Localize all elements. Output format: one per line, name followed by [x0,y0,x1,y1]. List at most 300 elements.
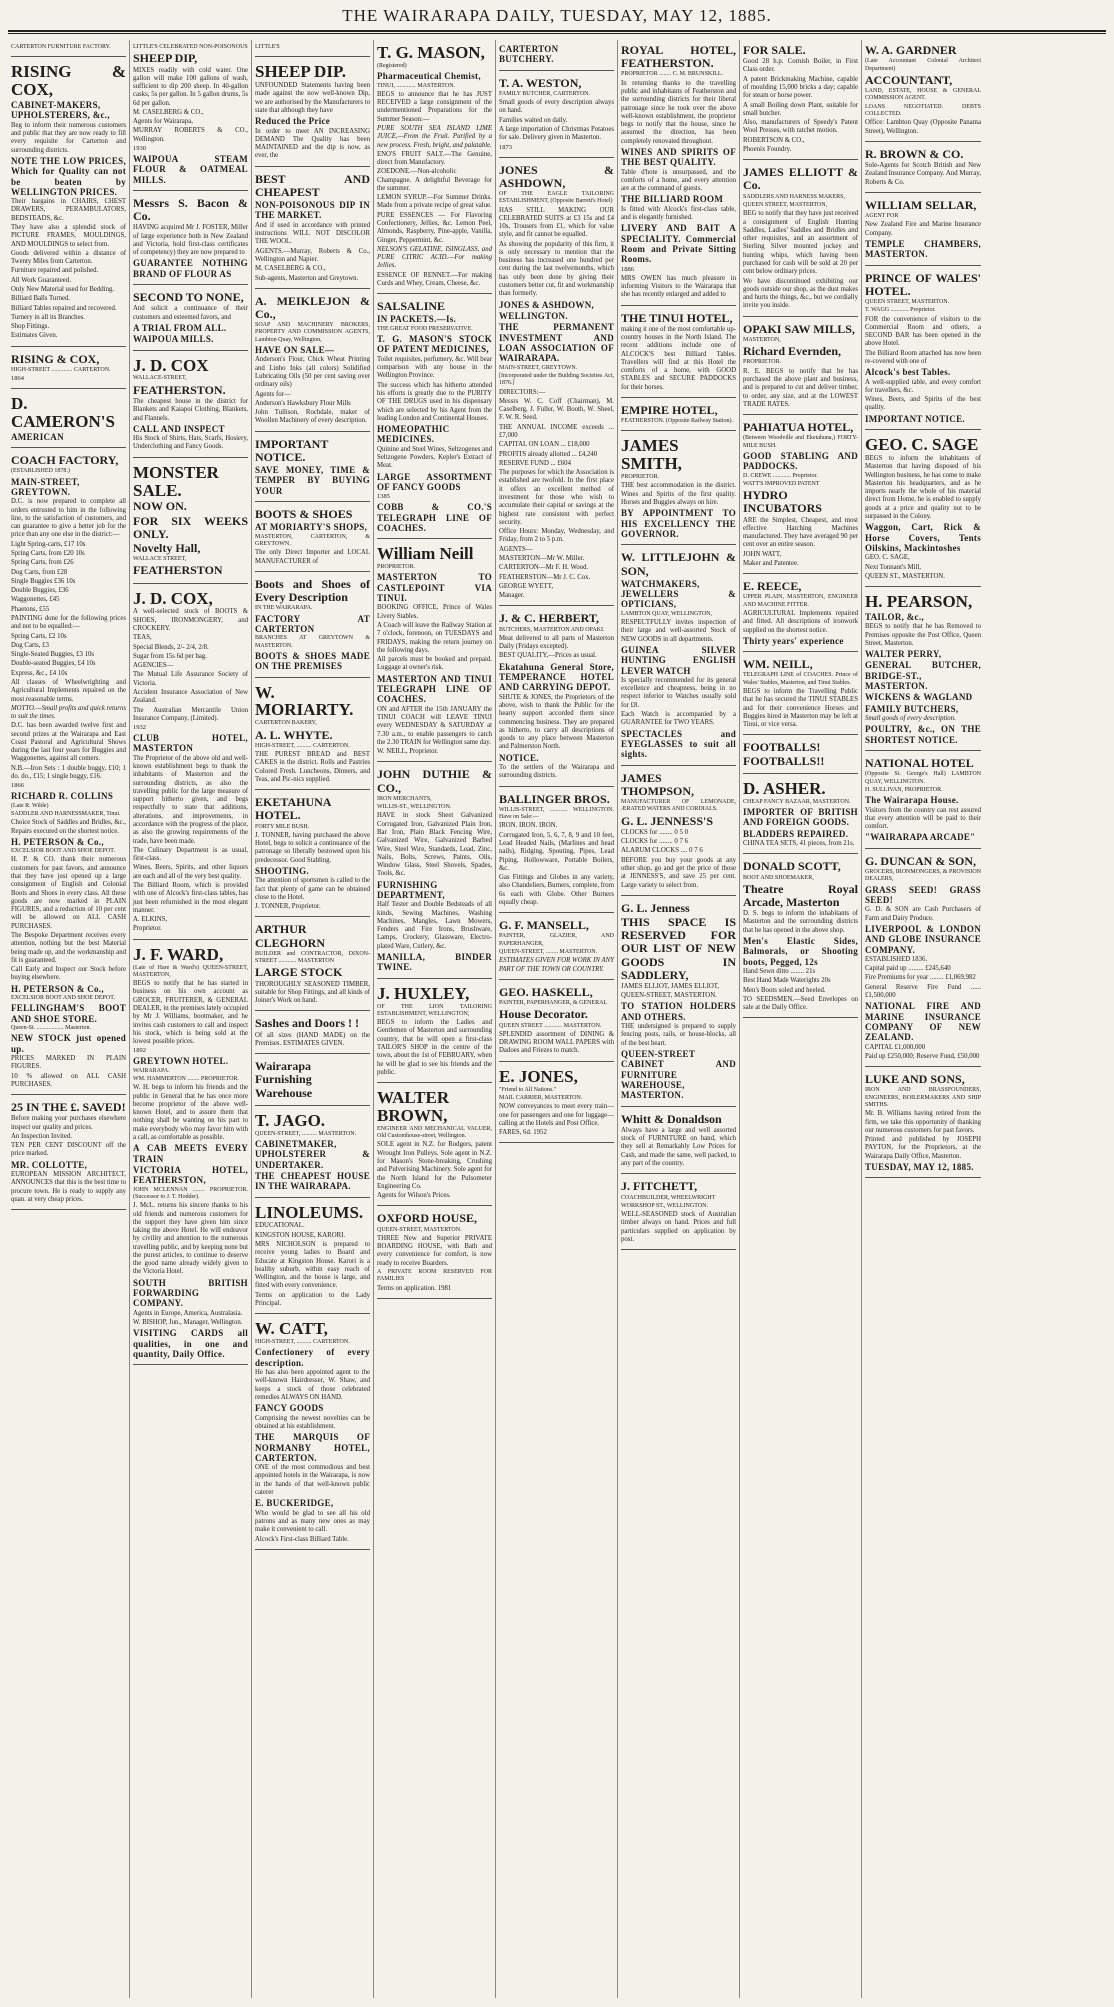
advertisement [743,856,858,1018]
ad-body-text: D.C. is now prepared to complete all orders entrusted to him in the following line, to the satisfaction of customers, and can guarantee to give a better job for the price than any one else in the district:— [11,498,126,539]
advertisement [255,59,370,166]
advertisement [11,391,126,448]
ad-line: TEAS, [133,634,152,642]
ad-line: PURE SOUTH SEA ISLAND LIME JUICE,—From the Fruit. Purified by a new process. Fresh, bright, and palatable. [377,124,492,149]
advertisement [621,547,736,765]
ad-line: D. CREWE ............ Proprietor. [743,472,818,479]
ad-line: PROPRIETOR. [743,359,782,366]
ad-body-text: Express, &c., £4 10s [11,669,68,677]
ad-heading: CARTERTON BUTCHERY. [499,44,559,65]
advertisement [743,654,858,735]
ad-body-text: Gas Fittings and Globes in any variety, also Chandeliers, Burners, complete, from 6s each with Globe. Other Burners equally cheap. [499,874,614,906]
ad-line: (Late R. Wilde) [11,802,49,809]
ad-heading: Richard Evernden, [743,344,842,359]
ad-line: ESTIMATES GIVEN FOR WORK IN ANY PART OF THE TOWN OR COUNTRY. [499,957,614,973]
ad-body-text: ESTABLISHED 1836. [865,955,928,963]
ad-heading: SHOOTING. [255,865,309,876]
ad-line: GROCERS, IRONMONGERS, & PROVISION DEALERS, [865,868,981,883]
ad-line: OF THE LION TAILORING ESTABLISHMENT, WELLINGTON, [377,1003,492,1017]
ad-line: The only Direct Importer and LOCAL MANUFACTURER of [255,549,370,565]
ad-body-text: Beg to inform their numerous customers and public that they are now ready to fill every requisite for Carterton and surrounding districts. [11,121,126,154]
ad-heading: GOOD STABLING AND PADDOCKS. [743,450,858,472]
column-grid [8,40,1106,1998]
ad-body-text: ARE the Simplest, Cheapest, and most effective Hatching Machines manufactured. They have averaged 90 per cent over an entire season. [743,516,858,549]
ad-heading: JAMES ELLIOTT & Co. [743,165,858,193]
ad-heading: SECOND TO NONE, [133,290,244,305]
ad-line: CARTERTON—Mr F. H. Wood. [499,564,589,572]
ad-line: [Incorporated under the Building Societies Act, 1876.] [499,372,614,387]
ad-line: Agents for Wilson's Prices. [377,1192,451,1200]
ad-body-text: The Billiard Room, which is provided with one of Alcock's first-class tables, has just been refurnished in the most elegant manner. [133,881,248,914]
ad-line: IRON AND BRASSFOUNDERS, ENGINEERS, BOILERMAKERS AND SHIP SMITHS. [865,1087,981,1109]
ad-body-text: A large importation of Christmas Potatoes for sale. Delivery given in Masterton. [499,126,614,142]
ad-heading: J. FITCHETT, [621,1179,698,1194]
ad-heading: TEMPLE CHAMBERS, MASTERTON. [865,238,981,260]
ad-body-text: Families waited on daily. [499,116,568,124]
ad-body-text: Choice Stock of Saddles and Bridles, &c., Repairs executed on the shortest notice. [11,819,126,835]
ad-line: PROPRIETOR ........ C. M. BRUNSKILL. [621,71,724,78]
ad-line: 1864 [11,375,24,383]
ad-body-text: UNFOUNDED Statements having been made against the now well-known Dip, we are authorised by the Manufacturers to state that although they have [255,82,370,114]
ad-heading: ROYAL HOTEL, FEATHERSTON. [621,43,736,71]
column-8 [862,40,984,1998]
ad-line: MOTTO.—Small profits and quick returns to suit the times. [11,704,126,721]
ad-body-text: Wines, Beers, and Spirits of the best quality. [865,396,981,412]
ad-heading: A TRIAL FROM ALL. [133,322,227,333]
ad-line: QUEEN-STREET, .......... MASTERTON. [255,1130,357,1137]
ad-heading: IMPORTANT NOTICE. [865,413,965,424]
ad-line: AGENTS.—Murray, Roberts & Co., Wellington and Napier. [255,247,370,263]
ad-heading: Men's Elastic Sides, Balmorals, or Shooting boots, Pegged, 12s [743,936,858,967]
ad-line: Of all sizes (HAND MADE) on the Premises. ESTIMATES GIVEN. [255,1031,370,1047]
ad-line: M. CASELBERG & CO., [255,265,326,273]
ad-body-text: J. McL. returns his sincere thanks to his old friends and numerous customers for the support they have given him since taking the above Hotel. He will endeavor by civility and attention to the numerous travelling public, and by keeping none but the purest articles, to continue to deserve the good name already widely given to the Victoria Hotel. [133,1202,248,1276]
ad-line: (Registered) [377,62,407,69]
ad-heading: ARTHUR CLEGHORN [255,922,326,950]
ad-line: WAIRARAPA. [133,1067,170,1074]
ad-body-text: CLOCKS for ........ 0 5 0 [621,828,689,836]
ad-body-text: Messrs W. C. Coff (Chairman), M. Caselberg, J. Fuller, W. Booth, W. Sheel, F. W. R. Seed. [499,397,614,422]
ad-heading: GUINEA SILVER HUNTING ENGLISH LEVER WATCH [621,644,736,676]
ad-line: SOAP AND MACHINERY BROKERS, PROPERTY AND COMMISSION AGENTS, Lambton Quay, Wellington, [255,322,370,343]
advertisement [499,40,614,71]
ad-line: Accident Insurance Association of New Zealand. [133,689,248,705]
ad-body-text: General Reserve Fire Fund ...... £1,500,000 [865,983,981,999]
ad-line: Terms on application. 1981 [377,1284,452,1292]
ad-heading: J. D. COX, [133,588,213,608]
ad-heading: BOOTS & SHOES MADE ON THE PREMISES [255,650,370,672]
ad-line: LOANS NEGOTIATED. DEBTS COLLECTED. [865,103,981,117]
ad-heading: WICKENS & WAGLAND [865,692,973,703]
ad-body-text: Meat delivered to all parts of Masterton Daily (Fridays excepted). [499,634,614,651]
ad-line: Furniture repaired and polished. [11,267,99,275]
advertisement [377,981,492,1083]
ad-heading: GEO. HASKELL, [499,984,593,999]
advertisement [133,353,248,458]
ad-body-text: THE undersigned is prepared to supply fencing posts, rails, or house-blocks, all of the best heart. [621,1023,736,1047]
ad-line: Proprietor. [133,925,162,933]
ad-body-text: Fire Premiums for year ........ £1,069,982 [865,974,976,982]
advertisement [621,1109,736,1175]
ad-heading: G. L. JENNESS'S [621,813,714,828]
ad-heading: E. REECE, [743,579,802,594]
ad-line: KINGSTON HOUSE, KARORI. [255,1231,346,1239]
advertisement [11,40,126,57]
ad-line: "Friend to All Nations." [499,1086,557,1093]
ad-body-text: Dog Carts, £3 [11,641,49,649]
ad-body-text: He has also been appointed agent to the well-known Hairdresser, W. Shaw, and keeps a stock of those celebrated remedies ALWAYS ON HAND. [255,1369,370,1401]
ad-body-text: BEGS to inform the Travelling Public that he has secured the TINUI STABLES and for their convenience Horses and Buggies hired in Masterton may be left at Tinui, or vice versa. [743,688,858,729]
ad-body-text: In returning thanks to the travelling public and inhabitants of Featherston and the surrounding districts for their liberal patronage since he took over the above well-known establishment, the proprietor begs to notify that the house, since he assumed the direction, has been completely renovated throughout. [621,79,736,145]
ad-heading: LIVERY AND BAIT A SPECIALITY. Commercial Room and Private Sitting Rooms. [621,223,736,265]
ad-line: 1873 [499,143,512,151]
ad-line: Next Tonnant's Mill, [865,563,921,571]
ad-line: QUEEN-STREET, ........ MASTERTON. [499,949,598,956]
ad-body-text: They have also a splendid stock of PICTURE FRAMES, MOULDINGS, AND MOULDINGS to select from. [11,224,126,248]
ad-heading: Novelty Hall, [133,540,201,555]
ad-body-text: CLOCKS for ........ 0 7 6 [621,838,689,846]
ad-heading: SPECTACLES and EYEGLASSES to suit all sights. [621,728,736,760]
ad-body-text: N.B.—Iron Sets : 1 double buggy, £10; 1 do. do., £15; 1 single buggy, £16. [11,764,126,781]
ad-heading: HOMEOPATHIC MEDICINES. [377,424,450,445]
ad-heading: LARGE STOCK [255,965,343,980]
advertisement [377,296,492,539]
ad-line: NELSON'S GELATINE, ISINGLASS, and PURE CITRIC ACID.—For making Jellies. [377,245,492,270]
ad-heading: The Wairarapa House. [865,795,959,806]
ad-heading: Pharmaceutical Chemist, [377,71,481,82]
ad-line: AGENCIES— [133,662,174,670]
ad-line: JAMES ELLIOT, JAMES ELLIOT, [621,982,720,990]
ad-heading: NEW STOCK just opened up. [11,1033,126,1054]
ad-line: HIGH-STREET, .......... CARTERTON. [255,1339,350,1346]
ad-line: Agents for— [255,390,291,398]
ad-body-text: Hand Sewn ditto ........ 21s [743,968,816,976]
ad-body-text: HAVING acquired Mr J. FOSTER, Miller of large experience both in New Zealand and Victoria, hold first-class certificates of competency) they are now prepared to [133,224,248,257]
ad-body-text: Table d'hote is unsurpassed, and the comforts of a home, and every attention are at the command of guests. [621,168,736,193]
advertisement [743,319,858,415]
advertisement [377,1208,492,1299]
ad-heading: LINOLEUMS. [255,1202,364,1222]
ad-heading: JOHN DUTHIE & CO., [377,767,492,795]
ad-body-text: MRS NICHOLSON is prepared to receive young ladies to Board and Educate at Kingston House. Karori is a healthy suburb, within easy reach of Wellington, and the house is large, and fitted with every convenience. [255,1241,370,1290]
ad-heading: RISING & COX, [11,351,100,366]
ad-body-text: The Culinary Department is as usual, first-class. [133,846,248,863]
ad-line: W. BISHOP, Jun., Manager, Wellington. [133,1319,243,1327]
ad-heading: FOR SIX WEEKS ONLY. [133,513,248,541]
ad-line: CARTERTON BAKERY, [255,720,317,727]
ad-heading: FAMILY BUTCHERS, [865,703,959,714]
ad-heading: WINES AND SPIRITS OF THE BEST QUALITY. [621,146,736,168]
ad-body-text: Call Early and Inspect our Stock before buying elsewhere. [11,966,126,982]
ad-line: QUEEN STREET, MASTERTON, [743,201,828,208]
ad-body-text: BEGS to notify that he has Removed to Premises opposite the Post Office, Queen Street, Masterton. [865,623,981,647]
ad-heading: GUARANTEE NOTHING BRAND OF FLOUR AS [133,258,248,279]
ad-line: Billiard Balls Turned. [11,295,71,303]
ad-heading: AMERICAN [11,431,64,442]
ad-body-text: LEMON SYRUP.—For Summer Drinks. Made from a private recipe of great value. [377,194,492,210]
ad-heading: T. A. WESTON, [499,75,582,90]
advertisement [11,349,126,389]
ad-heading: OXFORD HOUSE, [377,1211,478,1226]
ad-heading: LUKE AND SONS, [865,1072,965,1087]
ad-heading: FOOTBALLS! FOOTBALLS!! [743,740,825,768]
ad-body-text: BEGS to notify that he has started in business on his own account as GROCER, FRUITERER, & GENERAL DEALER, in the premises lately occupied by Mr J. Williams, bootmaker, and he invites cash customers to call and inspect his stock, which is being sold at the lowest possible prices. [133,980,248,1046]
ad-heading: NATIONAL HOTEL [865,756,974,771]
ad-body-text: Corrugated Iron, 5, 6, 7, 8, 9 and 10 feet, Lead Headed Nails, (Marlines and head nails), Ridging, Spouting, Pipes, Lead Piping, Hollowware, Portable Boilers, &c. [499,831,614,872]
ad-heading: SALSALINE [377,299,446,314]
ad-body-text: His Stock of Shirts, Hats, Scarfs, Hosiery, Underclothing and Fancy Goods. [133,435,248,451]
advertisement [499,160,614,607]
ad-line: WM. HAMMERTON ........ PROPRIETOR. [133,1075,239,1082]
ad-heading: G. DUNCAN & SON, [865,853,976,868]
ad-body-text: Mr. B. Williams having retired from the firm, we take this opportunity of thanking our numerous customers for past favors. [865,1110,981,1134]
ad-line: QUEEN STREET, MASTERTON. [865,298,950,305]
ad-line: Maker and Patentee. [743,559,799,567]
ad-line: Estimates Given. [11,332,58,340]
ad-body-text: BEGS to inform the inhabitants of Masterton that having disposed of his Wellington business, he has come to make Masterton his headquarters, and as he imports nearly the whole of his material direct from Home, he is enabled to supply goods at a price and quality not to be surpassed in the Colony. [865,454,981,520]
ad-line: FORTY MILE BUSH. [255,823,310,830]
ad-body-text: SOLE agent in N.Z. for Rodgers, patent Wrought Iron Pulleys. Sole agent in N.Z. for Mason's Stone-breaking, Crushing and Pulverising Machinery. Sole agent for the North Island for the Pulsometer Engineering Co. [377,1141,492,1190]
ad-line: M. CASELBERG & CO., [133,108,204,116]
advertisement [133,193,248,285]
ad-line: GEORGE WYETT, [499,582,554,590]
advertisement [377,764,492,978]
advertisement [621,768,736,896]
ad-heading: H. PETERSON & Co., [11,983,104,994]
ad-line: (Opposite St. George's Hall) LAMBTON QUAY, WELLINGTON. [865,771,981,785]
ad-heading: Wairarapa Furnishing Warehouse [255,1059,313,1100]
ad-line: CHEAP FANCY BAZAAR, MASTERTON. [743,798,851,805]
advertisement [621,308,736,398]
advertisement [499,982,614,1062]
ad-body-text: Light Spring-carts, £17 10s [11,540,86,548]
ad-body-text: Comprising the newest novelties can be obtained at his establishment. [255,1414,370,1430]
ad-body-text: And if used in accordance with printed instructions WILL NOT DISCOLOR THE WOOL. [255,221,370,246]
ad-body-text: A Coach will leave the Railway Station at 7 o'clock, forenoon, on TUESDAYS and FRIDAYS, making the return journey on the following days. [377,621,492,654]
ad-heading: THE TINUI HOTEL, [621,310,733,325]
ad-heading: W. A. GARDNER [865,43,957,57]
advertisement [11,1097,126,1210]
ad-line: MANUFACTURER OF LEMONADE, ÆRATED WATERS AND CORDIALS. [621,799,736,813]
ad-heading: T. G. MASON, [377,43,485,62]
ad-heading: IN PACKETS.—Is. [377,314,457,325]
ad-body-text: We have discontinued exhibiting our goods outside our shop, as the dust makes and hurts the things, &c., but we cordially invite you inside. [743,277,858,310]
ad-heading: E. JONES, [499,1066,578,1086]
ad-body-text: G. D. & SON are Cash Purchasers of Farm and Dairy Produce. [865,906,981,922]
advertisement [621,40,736,306]
ad-heading: G. L. Jenness [621,900,690,915]
ad-line: BUILDER and CONTRACTOR, DIXON-STREET ............ MASTERTON [255,950,370,965]
ad-heading: SAVE MONEY, TIME & TEMPER BY BUYING YOUR [255,465,370,496]
ad-heading: IMPORTANT NOTICE. [255,436,329,464]
masthead: THE WAIRARAPA DAILY, TUESDAY, MAY 12, 1885. [342,6,772,25]
advertisement [743,576,858,652]
ad-heading: E. BUCKERIDGE, [255,1498,334,1509]
ad-heading: Alcock's best Tables. [865,367,951,378]
advertisement [377,40,492,294]
ad-heading: J. & C. HERBERT, [499,611,600,626]
ad-body-text: SPLENDID assortment of DINING & DRAWING ROOM WALL PAPERS with Dadoes and Friezes to match. [499,1030,614,1055]
ad-line: MASTERTON—Mr W. Miller. [499,554,585,562]
advertisement [255,574,370,678]
advertisement [743,40,858,160]
ad-heading: VICTORIA HOTEL, FEATHERSTON, [133,1164,248,1186]
ad-body-text: The success which has hitherto attended his efforts is greatly due to the PURITY OF THE DRUGS used in his dispensary which are selected by his Agent from the leading London and Continental Houses. [377,381,492,422]
ad-heading: THE CHEAPEST HOUSE IN THE WAIRARAPA. [255,1170,370,1192]
ad-body-text: Waggonettes, £45 [11,596,60,604]
ad-line: MAIN-STREET, GREYTOWN. [499,364,578,371]
ad-heading: LARGE ASSORTMENT OF FANCY GOODS [377,471,492,492]
ad-line: (Between Woodville and Eketahuna,) FORTY-MILE BUSH. [743,435,858,449]
ad-heading: Sashes and Doors ! ! [255,1016,360,1031]
ad-body-text: A small Boiling down Plant, suitable for small butcher. [743,101,858,117]
ad-heading: W. CATT, [255,1319,328,1339]
ad-heading: FEATHERSTON [133,563,223,578]
ad-heading: BEST AND CHEAPEST [255,171,370,199]
ad-body-text: MRS OWEN has much pleasure in informing Visitors to the Wairarapa that she has recently enlarged and added to [621,274,736,299]
ad-heading: WALTER PERRY, [865,649,942,660]
ad-line: PAINTER, GLAZIER, AND PAPERHANGER, [499,933,614,947]
ad-heading: CABINETMAKER, UPHOLSTERER & UNDERTAKER. [255,1138,370,1170]
ad-line: JOHN MCLENNAN ........ PROPRIETOR. (Successor to J. T. Hodder). [133,1186,248,1200]
ad-heading: QUEEN-STREET CABINET AND FURNITURE WAREHOUSE, MASTERTON. [621,1049,736,1101]
ad-heading: TAILOR, &c., [865,611,924,622]
advertisement [499,73,614,158]
ad-heading: SHEEP DIP, [133,51,198,66]
ad-line: Alcock's First-class Billiard Table. [255,1535,349,1543]
ad-line: THE GREAT FOOD PRESERVATIVE. [377,325,473,332]
ad-line: ENGINEER AND MECHANICAL VALUER, Old Customhouse-street, Wellington. [377,1125,492,1140]
advertisement [743,417,858,574]
ad-line: ROBERTSON & CO., [743,136,805,144]
ad-line: W. NEILL, Proprietor. [377,748,439,756]
ad-line: 1385 [377,493,390,501]
ad-heading: Whitt & Donaldson [621,1111,722,1126]
ad-heading: MR. COLLOTTE, [11,1159,88,1170]
ad-body-text: ONE of the most commodious and best appointed hotels in the Wairarapa, is now in the hands of that well-known public caterer [255,1464,370,1497]
ad-body-text: BEG to notify that they have just received a consignment of English Hunting Saddles, Ladies' Saddles and Bridles and other requisites, and an assortment of Sterling Silver mounted jockey and hunting whips, which having been purchased for cash will be sold at 20 per cent below ordinary prices. [743,210,858,276]
ad-heading: WAIPOUA STEAM FLOUR & OATMEAL MILLS. [133,153,248,185]
ad-body-text: Phaetons, £55 [11,605,50,613]
advertisement [865,589,981,751]
ad-heading: THIS SPACE IS RESERVED FOR OUR LIST OF NEW GOODS IN SADDLERY, [621,914,736,982]
ad-body-text: Visitors from the country can rest assured that every attention will be paid to their comfort. [865,806,981,831]
ad-body-text: PAINTING done for the following prices and not to be equalled:— [11,614,126,631]
advertisement [255,291,370,432]
advertisement [743,737,858,773]
ad-body-text: TO SEEDSMEN.—Seed Envelopes on sale at the Daily Office. [743,995,858,1012]
ad-body-text: CAPITAL ON LOAN ... £18,000 [499,441,590,449]
ad-heading: T. JAGO. [255,1110,326,1130]
ad-line: 1930 [133,145,146,153]
ad-body-text: All parcels must be booked and prepaid. Luggage at owner's risk. [377,656,492,672]
ad-heading: HYDRO INCUBATORS [743,488,822,516]
ad-line: PROPRIETOR. [621,474,660,481]
ad-heading: A. L. WHYTE. [255,727,333,742]
ad-body-text: Spring Carts, from £20 10s [11,550,85,558]
ad-line: 1866 [11,782,24,790]
ad-line: FEATHERSTON. (Opposite Railway Station). [621,418,734,425]
ad-body-text: Office Hours: Monday, Wednesday, and Friday, from 2 to 5 p.m. [499,528,614,544]
ad-body-text: The Proprietor of the above old and well-known establishment begs to thank the inhabitants of Masterton and the surrounding districts, as also the travelling public for the large measure of support hitherto given, and begs respectfully to state that additions, alterations, and improvements, in accordance with the progress of the place, as also the growing requirements of the trade, have been made. [133,754,248,845]
ad-line: MASTERTON, CARTERTON, & GREYTOWN. [255,533,370,547]
advertisement [865,195,981,266]
ad-heading: COBB & CO.'S TELEGRAPH LINE OF COACHES. [377,502,492,533]
ad-body-text: Best Hand Made Waterights 20s [743,977,831,985]
column-4 [374,40,496,1998]
ad-body-text: ON and AFTER the 15th JANUARY the TINUI COACH will LEAVE TINUI every WEDNESDAY & SATURDAY at 7.30 a.m., to enable passengers to catch the 2.30 TRAIN for Wellington same day. [377,705,492,746]
ad-line: The Australian Mercantile Union Insurance Company, (Limited). [133,706,248,722]
ad-heading: THE PERMANENT INVESTMENT AND LOAN ASSOCIATION OF WAIRARAPA. [499,322,614,364]
ad-line: UPPER PLAIN, MASTERTON, ENGINEER AND MACHINE FITTER. [743,594,858,608]
advertisement [255,1200,370,1315]
advertisement [255,504,370,572]
ad-body-text: D.C. has been awarded twelve first and second prizes at the Wairarapa and East Coast Pastoral and Agricultural Shows during the last four years for Buggies and Waggonettes, against all comers. [11,722,126,763]
ad-line: Sugar from 15s 6d per bag. [133,652,207,660]
ad-heading: JAMES THOMPSON, [621,770,695,798]
ad-heading: NATIONAL FIRE AND MARINE INSURANCE COMPANY OF NEW ZEALAND. [865,1001,981,1043]
ad-body-text: Small goods of every description always on hand. [499,99,614,115]
ad-line: BUTCHERS, MASTERTON AND OPAKI. [499,626,605,633]
ad-heading: FELLINGHAM'S BOOT AND SHOE STORE. [11,1003,126,1024]
ad-heading: William Neill [377,544,474,564]
ad-heading: R. BROWN & CO. [865,146,964,161]
ad-line: HIGH-STREET .............. CARTERTON. [11,366,111,373]
ad-body-text: SHUTE & JONES, the Proprietors of the above, wish to thank the Public for the hearty support accorded them since commencing business. They are prepared as hitherto, to carry all descriptions of goods to any place between Masterton and Palmerston North. [499,693,614,751]
ad-line: MASTERTON, [743,336,781,343]
ad-body-text: NOW conveyances to meet every train—one for passengers and one for luggage—calling at the Hotels and Post Office. [499,1103,614,1127]
ad-body-text: HAVE in stock Sheet Galvanized Corrugated Iron, Galvanized Plain Iron, Bar Iron, Plain Black Fencing Wire, Galvanized Wire, Galvanized Barbed Wire, Steel Wire, Standards, Lead, Zinc, Nails, Bolts, Screws, Paints, Oils, Window Glass, Steel Shovels, Spades, Tools, &c. [377,812,492,878]
ad-heading: NOTICE. [499,752,539,763]
advertisement [255,40,370,57]
ad-body-text: Double Buggies, £36 [11,587,69,595]
ad-body-text: CAPITAL £1,000,000 [865,1043,926,1051]
advertisement [133,287,248,350]
ad-body-text: ENO'S FRUIT SALT.—The Genuine, direct from Manufactory. [377,150,492,167]
ad-body-text: BEGS to inform the Ladies and Gentlemen of Masterton and surrounding country, that he will open a first-class TAILOR'S SHOP in the centre of the town, about the 1st of FEBRUARY, when he will be glad to see his friends and the public. [377,1019,492,1076]
ad-heading: W. LITTLEJOHN & SON, [621,550,736,578]
ad-heading: RICHARD R. COLLINS [11,791,114,802]
ad-heading: T. G. MASON'S STOCK OF PATENT MEDICINES, [377,334,492,355]
ad-heading: NOW ON. [133,499,187,514]
ad-heading: HAVE ON SALE— [255,345,335,356]
ad-heading: JAMES SMITH, [621,436,682,474]
ad-heading: VISITING CARDS all qualities, in one and quantity, Daily Office. [133,1328,248,1360]
ad-body-text: A well-supplied table, and every comfort for travellers, &c. [865,378,981,394]
ad-heading: Messrs S. Bacon & Co. [133,195,248,224]
ad-heading: A. MEIKLEJON & Co., [255,293,370,321]
ad-heading: Boots and Shoes of Every Description [255,576,370,604]
ad-body-text: Toilet requisites, perfumery, &c. Will bear comparison with any house in the Wellington Province. [377,355,492,380]
ad-line: Agents in Europe, America, Australasia. [133,1309,243,1317]
advertisement [743,776,858,854]
ad-heading: CLUB HOTEL, MASTERTON [133,733,248,754]
ad-body-text: To the settlers of the Wairarapa and surrounding districts. [499,764,614,780]
advertisement [377,1085,492,1206]
ad-line: QUEEN STREET ............ MASTERTON. [499,1022,602,1029]
ad-heading: THE BILLIARD ROOM [621,194,724,205]
ad-body-text: PURE ESSENCES — For Flavoring Confectionery, Jellies, &c. Lemon Peel, Almonds, Raspberry, Pine-apple, Vanilla, Ginger, Peppermint, &c. [377,211,492,244]
column-6 [618,40,740,1998]
ad-line: An Inspection Invited. [11,1132,72,1140]
ad-body-text: HAS STILL MAKING OUR CELEBRATED SUITS at £3 15s and £4 10s, Trousers from £1, which for value style, and fit cannot be equalled. [499,206,614,239]
ad-heading: D. CAMERON'S [11,394,115,431]
ad-line: PRICES MARKED IN PLAIN FIGURES. [11,1055,126,1071]
ad-line: (ESTABLISHED 1878.) [11,468,70,475]
ad-heading: J. HUXLEY, [377,983,470,1003]
ad-line: WORKSHOP ST., WELLINGTON. [621,1202,708,1209]
ad-body-text: Office: Lambton Quay (Opposite Panama Street), Wellington. [865,119,981,135]
